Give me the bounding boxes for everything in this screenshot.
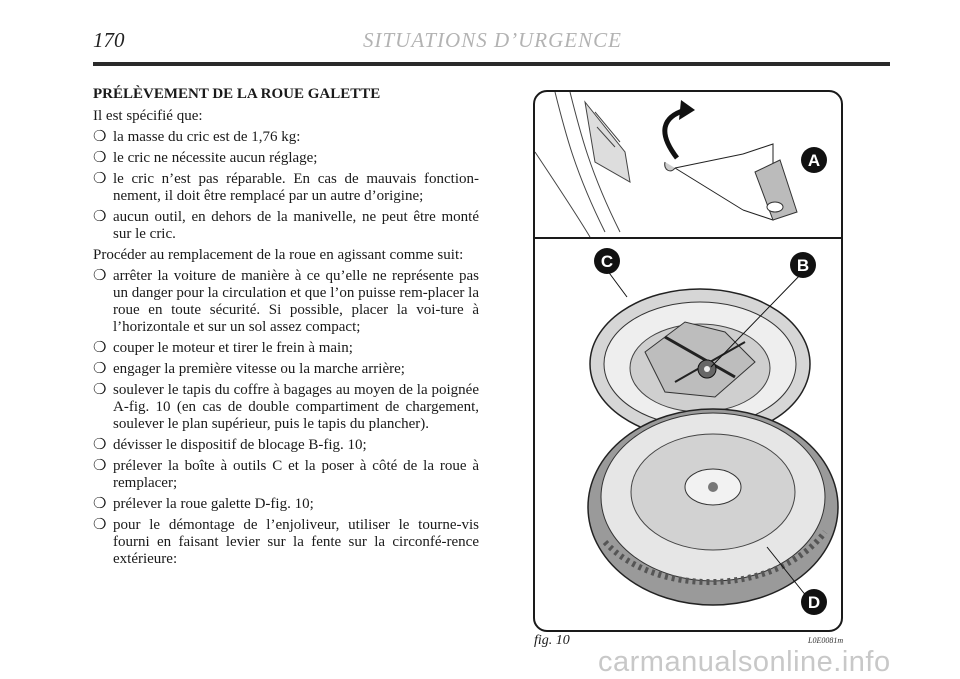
list-item: ❍ pour le démontage de l’enjoliveur, utiliser le tourne-vis fourni en faisant levier sur la fente sur la circonfé-rence extérieure: <box>93 517 479 567</box>
figure-caption: fig. 10 <box>534 633 570 648</box>
figure-code: L0E0081m <box>808 636 844 645</box>
list-item: ❍ le cric n’est pas réparable. En cas de mauvais fonction-nement, il doit être remplacé par un autre d’origine; <box>93 171 479 204</box>
bullet-icon: ❍ <box>93 517 107 533</box>
procedure-steps <box>93 268 479 568</box>
bullet-icon: ❍ <box>93 437 107 453</box>
bullet-icon: ❍ <box>93 340 107 356</box>
svg-text:A: A <box>807 151 821 170</box>
bullet-icon: ❍ <box>93 150 107 166</box>
spec-list <box>93 129 479 243</box>
list-item: ❍ la masse du cric est de 1,76 kg: <box>93 129 301 145</box>
figure-labels <box>535 92 841 630</box>
list-item: ❍ engager la première vitesse ou la marche arrière; <box>93 361 405 377</box>
list-item: ❍ arrêter la voiture de manière à ce qu’elle ne représente pas un danger pour la circulation et que l’on puisse rem-placer la roue en toute sécurité. Si possible, placer la voi-ture à l’horizontale et sur un sol assez compact; <box>93 268 479 335</box>
label-d-badge <box>801 589 827 615</box>
page-header <box>93 26 890 56</box>
section-title: SITUATIONS D’URGENCE <box>363 28 622 52</box>
list-item: ❍ couper le moteur et tirer le frein à main; <box>93 340 353 356</box>
section-heading: PRÉLÈVEMENT DE LA ROUE GALETTE <box>93 86 381 102</box>
svg-text:C: C <box>600 252 614 271</box>
svg-text:D: D <box>807 593 821 612</box>
intro-text: Il est spécifié que: <box>93 108 203 124</box>
list-item: ❍ soulever le tapis du coffre à bagages au moyen de la poignée A-fig. 10 (en cas de double compartiment de chargement, soulever le plan supérieur, puis le tapis du plancher). <box>93 382 479 432</box>
label-a-badge <box>801 147 827 173</box>
bullet-icon: ❍ <box>93 129 107 145</box>
page-number: 170 <box>93 28 125 52</box>
list-item: ❍ prélever la boîte à outils C et la poser à côté de la roue à remplacer; <box>93 458 479 491</box>
list-item: ❍ aucun outil, en dehors de la manivelle, ne peut être monté sur le cric. <box>93 209 479 242</box>
bullet-icon: ❍ <box>93 496 107 512</box>
bullet-icon: ❍ <box>93 382 107 398</box>
text-column <box>93 86 479 572</box>
svg-text:B: B <box>796 256 810 275</box>
figure-10 <box>533 90 843 632</box>
list-item: ❍ prélever la roue galette D-fig. 10; <box>93 496 314 512</box>
bullet-icon: ❍ <box>93 458 107 474</box>
label-b-badge <box>790 252 816 278</box>
header-rule <box>93 62 890 66</box>
bullet-icon: ❍ <box>93 361 107 377</box>
bullet-icon: ❍ <box>93 209 107 225</box>
list-item: ❍ le cric ne nécessite aucun réglage; <box>93 150 318 166</box>
procedure-intro: Procéder au remplacement de la roue en agissant comme suit: <box>93 247 464 263</box>
watermark[interactable]: carmanualsonline.info <box>598 646 891 678</box>
bullet-icon: ❍ <box>93 268 107 284</box>
label-c-badge <box>594 248 620 274</box>
bullet-icon: ❍ <box>93 171 107 187</box>
list-item: ❍ dévisser le dispositif de blocage B-fig. 10; <box>93 437 367 453</box>
